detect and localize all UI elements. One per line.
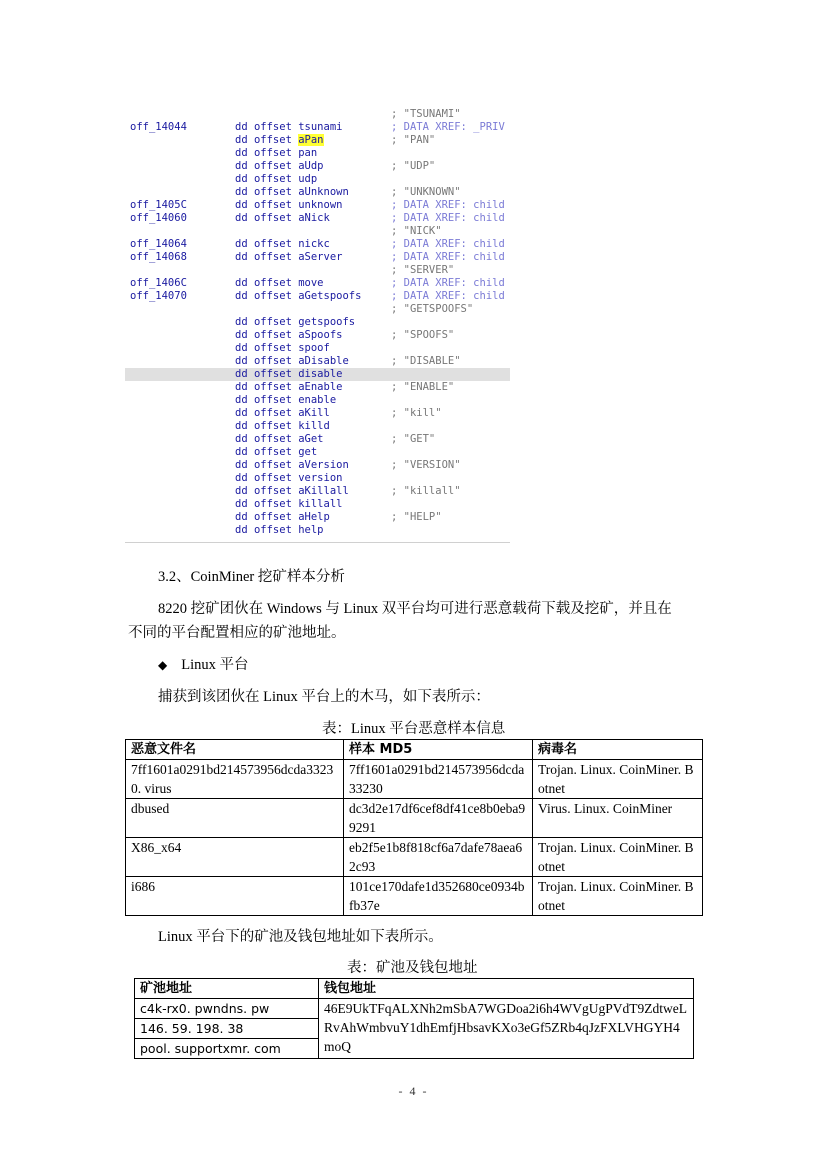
cell-filename: dbused (126, 799, 344, 838)
code-instruction (235, 342, 330, 355)
diamond-bullet-icon: ◆ (158, 658, 168, 672)
code-instruction (235, 433, 324, 446)
code-instruction (235, 134, 324, 147)
table-header-row (126, 740, 703, 760)
cell-filename: i686 (126, 877, 344, 916)
code-line (125, 485, 510, 498)
code-line (125, 225, 510, 238)
code-line (125, 368, 510, 381)
code-label: off_1405C (130, 199, 187, 211)
code-line (125, 407, 510, 420)
code-instruction-text: dd offset aServer (235, 251, 343, 263)
code-instruction (235, 173, 317, 186)
cell-filename: X86_x64 (126, 838, 344, 877)
code-string-comment: ; "GET" (391, 433, 436, 445)
code-string-comment: ; "TSUNAMI" (391, 108, 461, 120)
code-line (125, 134, 510, 147)
code-instruction-text: dd offset aEnable (235, 381, 343, 393)
code-line (125, 160, 510, 173)
code-line (125, 355, 510, 368)
code-instruction-text: dd offset aGetspoofs (235, 290, 362, 302)
code-instruction (235, 420, 330, 433)
code-line (125, 394, 510, 407)
code-instruction-text: dd offset aHelp (235, 511, 330, 523)
code-instruction (235, 186, 349, 199)
code-instruction-text: dd offset enable (235, 394, 337, 406)
code-instruction-text: dd offset aNick (235, 212, 330, 224)
table-row (135, 999, 694, 1019)
code-line (125, 498, 510, 511)
code-instruction (235, 238, 330, 251)
code-instruction (235, 212, 330, 225)
code-label: off_14044 (130, 121, 187, 133)
code-label: off_1406C (130, 277, 187, 289)
pool-wallet-table (134, 978, 694, 1059)
code-label: off_14060 (130, 212, 187, 224)
bullet-item-linux (158, 656, 249, 674)
code-line (125, 524, 510, 537)
code-instruction-text: dd offset aKillall (235, 485, 349, 497)
code-string-comment: ; "ENABLE" (391, 381, 455, 393)
code-instruction (235, 290, 361, 303)
code-string-comment: ; "SPOOFS" (391, 329, 455, 341)
code-instruction-text: dd offset udp (235, 173, 318, 185)
cell-virus-name: Trojan. Linux. CoinMiner. Botnet (533, 760, 703, 799)
code-label: off_14068 (130, 251, 187, 263)
code-instruction-text: dd offset nickc (235, 238, 330, 250)
code-line (125, 329, 510, 342)
code-line (125, 277, 510, 290)
code-instruction-text: dd offset aKill (235, 407, 330, 419)
code-string-comment: ; "killall" (391, 485, 461, 497)
code-instruction-text: dd offset spoof (235, 342, 330, 354)
code-line (125, 472, 510, 485)
code-string-comment: ; "UNKNOWN" (391, 186, 461, 198)
code-label: off_14064 (130, 238, 187, 250)
paragraph-pools: Linux 平台下的矿池及钱包地址如下表所示。 (158, 929, 443, 945)
header-wallet-address: 钱包地址 (319, 979, 694, 999)
code-line (125, 238, 510, 251)
code-line (125, 199, 510, 212)
cell-md5: eb2f5e1b8f818cf6a7dafe78aea62c93 (344, 838, 533, 877)
paragraph-intro-line1: 8220 挖矿团伙在 Windows 与 Linux 双平台均可进行恶意载荷下载及挖矿，并且在 (158, 601, 672, 617)
header-md5: 样本 MD5 (344, 740, 533, 760)
malware-sample-table (125, 739, 703, 916)
cell-md5: dc3d2e17df6cef8df41ce8b0eba99291 (344, 799, 533, 838)
code-instruction (235, 394, 336, 407)
cell-virus-name: Trojan. Linux. CoinMiner. Botnet (533, 877, 703, 916)
code-line (125, 511, 510, 524)
table1-caption: 表：Linux 平台恶意样本信息 (322, 721, 506, 737)
code-string-comment: ; "VERSION" (391, 459, 461, 471)
code-line (125, 212, 510, 225)
code-instruction-text: dd offset version (235, 472, 343, 484)
code-instruction (235, 407, 330, 420)
cell-pool-address: c4k-rx0. pwndns. pw (135, 999, 319, 1019)
code-instruction-text: dd offset aDisable (235, 355, 349, 367)
table-row (126, 799, 703, 838)
code-xref-comment: ; DATA XREF: _PRIV (391, 121, 505, 133)
code-instruction-text: dd offset aSpoofs (235, 329, 343, 341)
cell-virus-name: Trojan. Linux. CoinMiner. Botnet (533, 838, 703, 877)
table-header-row (135, 979, 694, 999)
code-xref-comment: ; DATA XREF: child (391, 277, 505, 289)
code-string-comment: ; "UDP" (391, 160, 436, 172)
code-line (125, 186, 510, 199)
section-heading: 3.2、CoinMiner 挖矿样本分析 (158, 569, 345, 585)
cell-pool-address: 146. 59. 198. 38 (135, 1019, 319, 1039)
code-line (125, 420, 510, 433)
code-xref-comment: ; DATA XREF: child (391, 251, 505, 263)
code-line (125, 433, 510, 446)
code-instruction (235, 498, 342, 511)
code-line (125, 264, 510, 277)
code-instruction (235, 316, 355, 329)
page-number: - 4 - (398, 1084, 429, 1098)
code-xref-comment: ; DATA XREF: child (391, 212, 505, 224)
code-instruction-text: dd offset aUnknown (235, 186, 349, 198)
table-row (126, 877, 703, 916)
code-string-comment: ; "NICK" (391, 225, 442, 237)
code-instruction-text: dd offset getspoofs (235, 316, 356, 328)
cell-wallet-address: 46E9UkTFqALXNh2mSbA7WGDoa2i6h4WVgUgPVdT9ZdtweLRvAhWmbvuY1dhEmfjHbsavKXo3eGf5ZRb4qJzFXLVHGYH4moQ (319, 999, 694, 1059)
code-instruction (235, 329, 342, 342)
code-instruction (235, 511, 330, 524)
cell-md5: 101ce170dafe1d352680ce0934bfb37e (344, 877, 533, 916)
code-instruction (235, 524, 324, 537)
paragraph-trojans: 捕获到该团伙在 Linux 平台上的木马，如下表所示： (158, 689, 490, 705)
code-line (125, 459, 510, 472)
code-string-comment: ; "DISABLE" (391, 355, 461, 367)
header-pool-address: 矿池地址 (135, 979, 319, 999)
code-instruction-text: dd offset aGet (235, 433, 324, 445)
header-filename: 恶意文件名 (126, 740, 344, 760)
code-instruction (235, 485, 349, 498)
code-instruction (235, 147, 317, 160)
code-instruction (235, 251, 342, 264)
code-instruction-text: dd offset killall (235, 498, 343, 510)
cell-md5: 7ff1601a0291bd214573956dcda33230 (344, 760, 533, 799)
code-instruction-text: dd offset (235, 134, 299, 146)
code-string-comment: ; "PAN" (391, 134, 436, 146)
paragraph-intro-line2: 不同的平台配置相应的矿池地址。 (128, 625, 346, 641)
cell-virus-name: Virus. Linux. CoinMiner (533, 799, 703, 838)
code-instruction-text: dd offset disable (235, 368, 343, 380)
code-string-comment: ; "GETSPOOFS" (391, 303, 474, 315)
code-line (125, 303, 510, 316)
highlighted-symbol: aPan (298, 134, 324, 146)
code-instruction-text: dd offset move (235, 277, 324, 289)
cell-pool-address: pool. supportxmr. com (135, 1039, 319, 1059)
code-label: off_14070 (130, 290, 187, 302)
code-line (125, 251, 510, 264)
code-instruction-text: dd offset tsunami (235, 121, 343, 133)
table-row (126, 760, 703, 799)
table2-caption: 表：矿池及钱包地址 (347, 960, 478, 976)
code-line (125, 316, 510, 329)
code-xref-comment: ; DATA XREF: child (391, 290, 505, 302)
code-instruction (235, 199, 342, 212)
code-xref-comment: ; DATA XREF: child (391, 199, 505, 211)
code-instruction-text: dd offset help (235, 524, 324, 536)
code-line (125, 446, 510, 459)
code-instruction (235, 459, 349, 472)
code-instruction-text: dd offset get (235, 446, 318, 458)
code-xref-comment: ; DATA XREF: child (391, 238, 505, 250)
code-string-comment: ; "SERVER" (391, 264, 455, 276)
code-line (125, 381, 510, 394)
code-instruction (235, 368, 342, 381)
code-instruction (235, 446, 317, 459)
code-line (125, 290, 510, 303)
code-instruction-text: dd offset killd (235, 420, 330, 432)
code-instruction (235, 381, 342, 394)
code-string-comment: ; "kill" (391, 407, 442, 419)
code-line (125, 342, 510, 355)
code-instruction (235, 472, 342, 485)
cell-filename: 7ff1601a0291bd214573956dcda33230. virus (126, 760, 344, 799)
table-row (126, 838, 703, 877)
code-line (125, 108, 510, 121)
code-instruction-text: dd offset unknown (235, 199, 343, 211)
code-line (125, 121, 510, 134)
code-instruction-text: dd offset aVersion (235, 459, 349, 471)
code-instruction (235, 277, 324, 290)
code-instruction (235, 121, 342, 134)
code-string-comment: ; "HELP" (391, 511, 442, 523)
code-instruction (235, 355, 349, 368)
code-instruction-text: dd offset pan (235, 147, 318, 159)
header-virus-name: 病毒名 (533, 740, 703, 760)
code-line (125, 173, 510, 186)
bullet-label: Linux 平台 (181, 657, 249, 673)
disassembly-listing (125, 104, 510, 543)
code-line (125, 147, 510, 160)
code-instruction-text: dd offset aUdp (235, 160, 324, 172)
code-instruction (235, 160, 324, 173)
